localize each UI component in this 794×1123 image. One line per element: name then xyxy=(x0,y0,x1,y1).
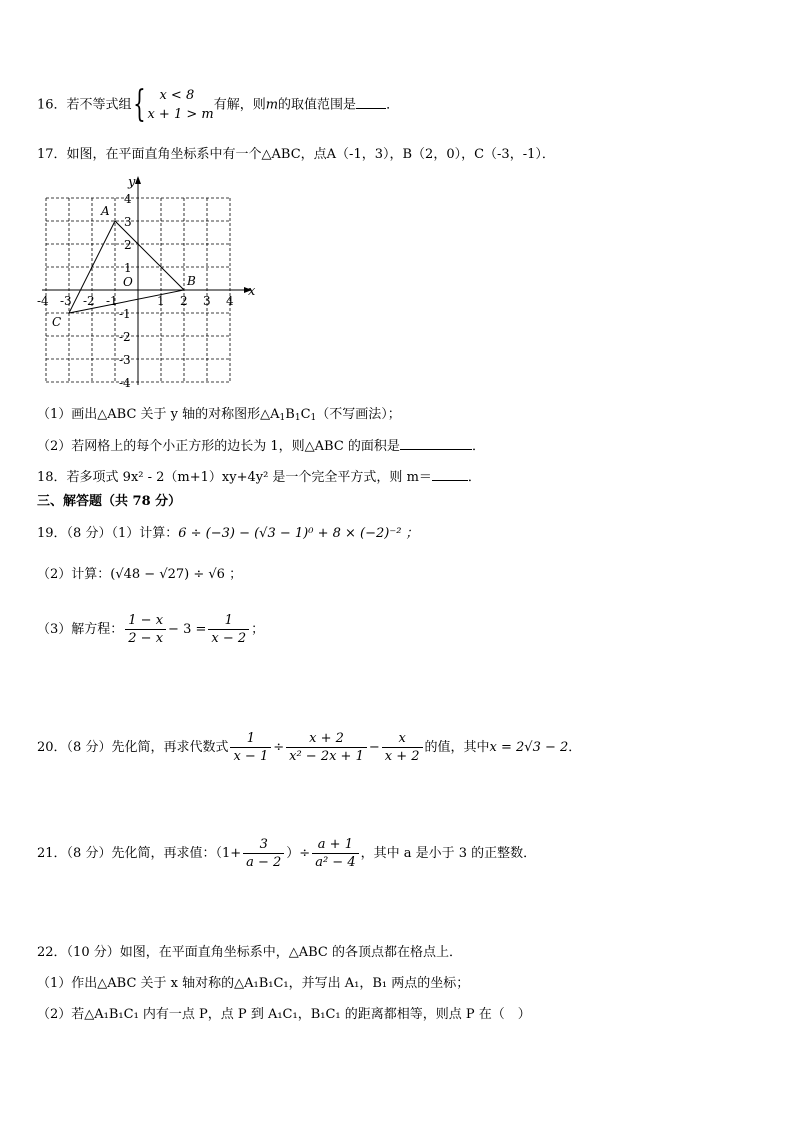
y-tick-label: 4 xyxy=(124,192,132,206)
x-tick-label: -1 xyxy=(106,294,118,308)
q19-part3-mid: − 3 = xyxy=(168,622,207,637)
q19-part1-expression: 6 ÷ (−3) − (√3 − 1)⁰ + 8 × (−2)⁻² ； xyxy=(178,526,419,541)
y-tick-label: 1 xyxy=(124,261,132,275)
q20-end: ． xyxy=(568,740,582,755)
y-tick-label: -2 xyxy=(119,330,131,344)
q18-end: ． xyxy=(467,470,481,485)
q20-suffix: 的值，其中 xyxy=(424,740,490,755)
vertex-c-label: C xyxy=(52,315,62,329)
denominator: x − 1 xyxy=(233,749,269,764)
answer-blank xyxy=(400,437,472,450)
denominator: x² − 2x + 1 xyxy=(289,749,364,764)
y-axis-label: y xyxy=(128,175,136,190)
section-3-title: 三、解答题（共 78 分） xyxy=(37,494,182,509)
y-tick-label: -1 xyxy=(119,307,131,321)
y-tick-label: 3 xyxy=(124,215,132,229)
q22-part1: （1）作出△ABC 关于 x 轴对称的△A₁B₁C₁，并写出 A₁，B₁ 两点的坐标； xyxy=(37,976,470,991)
q21-suffix: ，其中 a 是小于 3 的正整数． xyxy=(360,846,537,861)
q17-part1-tail: （不写画法）； xyxy=(316,407,401,422)
system-brace: { xyxy=(132,84,146,125)
fraction xyxy=(286,730,367,765)
q17-part1-text: （1）画出△ABC 关于 y 轴的对称图形△A xyxy=(37,407,280,422)
numerator: 1 xyxy=(230,730,271,748)
q19-part1 xyxy=(37,525,419,543)
fraction xyxy=(208,612,249,647)
origin-label: O xyxy=(123,275,133,289)
q22-text: 22．（10 分）如图，在平面直角坐标系中，△ABC 的各顶点都在格点上． xyxy=(37,945,462,960)
x-tick-label: 4 xyxy=(226,294,234,308)
operator: ÷ xyxy=(273,740,285,755)
numerator: 1 xyxy=(208,612,249,630)
x-tick-label: 1 xyxy=(157,294,165,308)
numerator: 1 − x xyxy=(125,612,166,630)
x-tick-label: 3 xyxy=(203,294,211,308)
y-tick-label: -3 xyxy=(119,353,131,367)
q17-part2-end: ． xyxy=(471,439,485,454)
x-axis-label: x xyxy=(248,284,256,299)
q16-var: m xyxy=(265,97,279,113)
q19-part3-prefix: （3）解方程： xyxy=(37,622,124,637)
q17-part2-text: （2）若网格上的每个小正方形的边长为 1，则△ABC 的面积是 xyxy=(37,439,400,454)
q18-line xyxy=(37,468,481,487)
numerator: a + 1 xyxy=(312,836,358,854)
numerator: x xyxy=(382,730,423,748)
q19-part2-prefix: （2）计算： xyxy=(37,567,111,582)
q17-text: 17．如图，在平面直角坐标系中有一个△ABC，点A（-1，3），B（2，0），C（-3，-1）． xyxy=(37,147,555,162)
fraction xyxy=(312,836,358,871)
denominator: x + 2 xyxy=(384,749,420,764)
q21-prefix: 21．（8 分）先化简，再求值：（1+ xyxy=(37,846,242,861)
fraction xyxy=(230,730,271,765)
fraction xyxy=(382,730,423,765)
fraction xyxy=(125,612,166,647)
y-tick-label: 2 xyxy=(124,238,132,252)
inequality-system xyxy=(147,86,213,124)
q22-part2: （2）若△A₁B₁C₁ 内有一点 P，点 P 到 A₁C₁，B₁C₁ 的距离都相等，则点 P 在（ ） xyxy=(37,1007,531,1022)
inequality-1: x < 8 xyxy=(159,88,195,103)
x-tick-label: -3 xyxy=(60,294,72,308)
vertex-a-label: A xyxy=(101,204,110,218)
q16-suffix: 的取值范围是 xyxy=(278,97,357,113)
q21-line xyxy=(37,836,536,871)
numerator: x + 2 xyxy=(286,730,367,748)
vertex-b-label: B xyxy=(187,274,196,288)
answer-blank xyxy=(432,468,468,481)
q17-part2 xyxy=(37,437,485,456)
q19-part3-end: ； xyxy=(251,622,265,637)
inequality-2: x + 1 > m xyxy=(147,107,214,122)
q20-prefix: 20．（8 分）先化简，再求代数式 xyxy=(37,740,229,755)
fraction xyxy=(243,836,284,871)
x-tick-label: -4 xyxy=(37,294,49,308)
x-tick-label: -2 xyxy=(83,294,95,308)
q16-prefix: 16．若不等式组 xyxy=(37,97,132,113)
coordinate-graph xyxy=(36,175,266,390)
operator: − xyxy=(368,740,380,755)
q19-part2-expression: (√48 − √27) ÷ √6 ； xyxy=(110,567,243,582)
q19-part2 xyxy=(37,566,242,584)
denominator: a² − 4 xyxy=(315,855,356,870)
denominator: x − 2 xyxy=(211,631,247,646)
denominator: a − 2 xyxy=(246,855,282,870)
q16-end: ． xyxy=(386,97,400,113)
q20-condition: x = 2√3 − 2 xyxy=(489,740,569,755)
q21-mid: ）÷ xyxy=(286,846,311,861)
answer-blank xyxy=(356,96,386,109)
y-tick-label: -4 xyxy=(119,376,131,390)
q17-part1: （1）画出△ABC 关于 y 轴的对称图形$\triangle A_1B_1C_1$（不写画法）； xyxy=(37,407,401,423)
q20-line xyxy=(37,730,581,765)
denominator: 2 − x xyxy=(128,631,164,646)
q16-mid: 有解，则 xyxy=(213,97,266,113)
q16-line xyxy=(37,86,399,124)
q18-text: 18．若多项式 9x² - 2（m+1）xy+4y² 是一个完全平方式，则 m＝ xyxy=(37,470,432,485)
numerator: 3 xyxy=(243,836,284,854)
q19-part3 xyxy=(37,612,264,647)
x-tick-label: 2 xyxy=(180,294,188,308)
q19-part1-prefix: 19．（8 分）（1）计算： xyxy=(37,526,179,541)
